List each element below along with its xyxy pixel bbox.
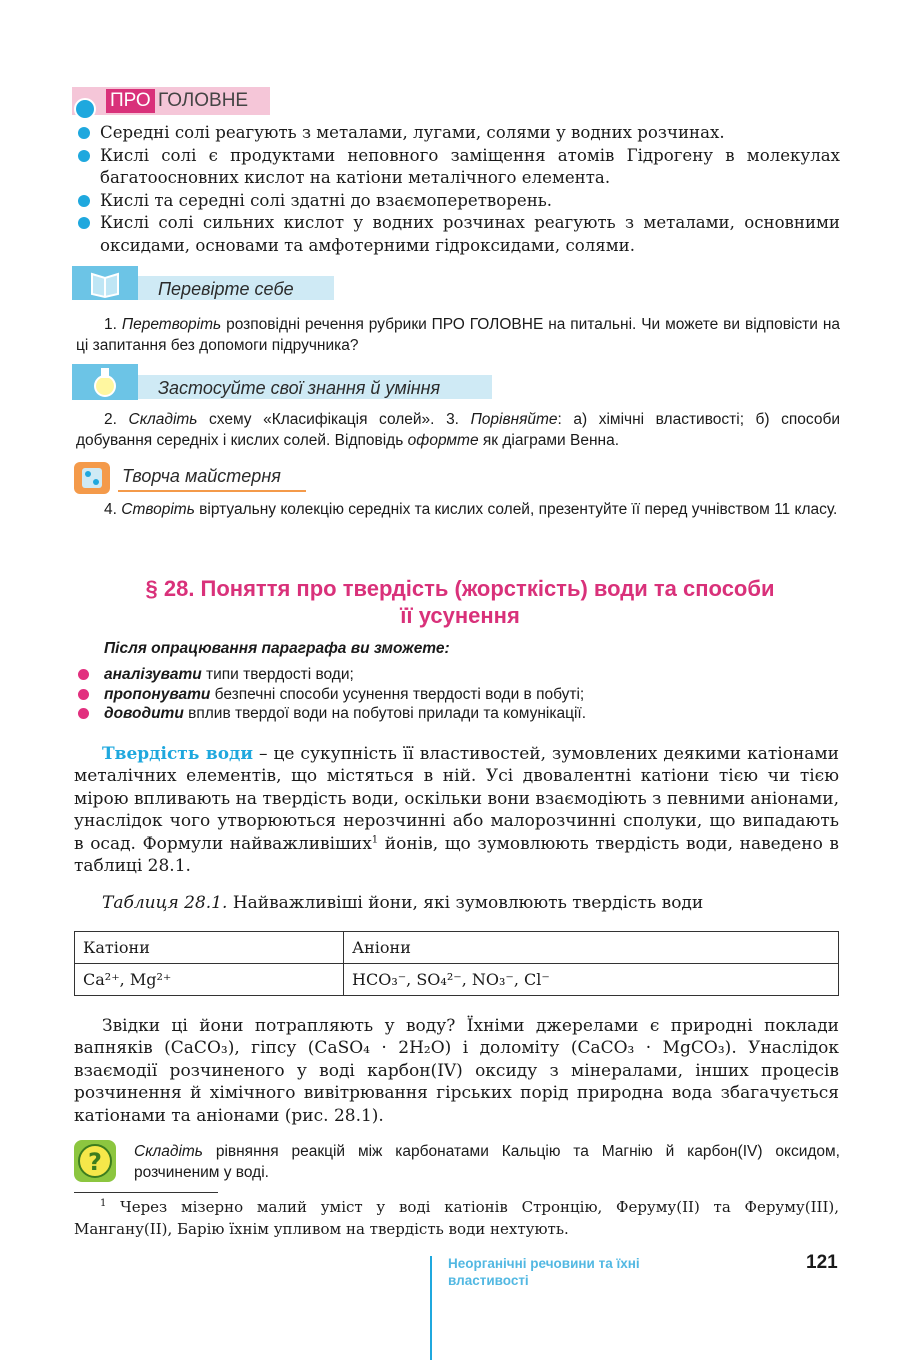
bullet-icon bbox=[78, 217, 90, 229]
svg-text:?: ? bbox=[88, 1148, 102, 1176]
creative-task: 4. Створіть віртуальну колекцію середніх та кислих солей, презентуйте її перед учнівством 11 класу. bbox=[104, 501, 838, 518]
table-row bbox=[75, 932, 839, 964]
goal-item: доводити вплив твердої води на побутові прилади та комунікації. bbox=[74, 704, 838, 724]
table-cell: HCO₃⁻, SO₄²⁻, NO₃⁻, Cl⁻ bbox=[344, 964, 839, 996]
question-icon bbox=[74, 1140, 116, 1182]
summary-item: Кислі солі сильних кислот у водних розчинах реагують з металами, основними оксидами, основами та амфотерними гідроксидами, солями. bbox=[76, 212, 840, 257]
definition-paragraph: Твердість води – це сукупність її властивостей, зумовлених деякими катіонами металічних елементів, що містяться в ній. Усі двовалентні катіони тією чи тією мірою впливають на твердість води, оскільки вони взаємодіють з певними аніонами, унаслідок чого утворюються нерозчинні або малорозчинні сполуки, що випадають в осад. Формули найважливіших$^1$ йонів, що зумовлюють твердість води, наведено в таблиці 28.1. bbox=[74, 744, 840, 877]
book-icon bbox=[72, 266, 138, 300]
creative-underline bbox=[118, 490, 306, 492]
sources-paragraph: Звідки ці йони потрапляють у воду? Їхніми джерелами є природні поклади вапняків (CaCO₃), гіпсу (CaSO₄ · 2H₂O) і доломіту (CaCO₃ · MgCO₃). Унаслідок взаємодії розчиненого у воді карбон(IV) оксиду з мінералами, інших процесів розчинення й хімічного вивітрювання гірських порід природна вода збагачується катіонами та аніонами (рис. 28.1). bbox=[74, 1016, 839, 1126]
summary-pro-label: ПРО bbox=[106, 89, 155, 113]
page-number: 121 bbox=[806, 1252, 838, 1273]
summary-item: Кислі та середні солі здатні до взаємоперетворень. bbox=[76, 190, 840, 213]
footnote-divider bbox=[74, 1192, 218, 1193]
apply-task: 2. Складіть схему «Класифікація солей». 3. Порівняйте: а) хімічні властивості; б) способи добування середніх і кислих солей. Відповідь оформте як діаграми Венна. bbox=[76, 411, 840, 449]
goals-list bbox=[74, 665, 838, 724]
footer-divider bbox=[430, 1256, 432, 1360]
bullet-icon bbox=[78, 689, 89, 700]
check-rubric-title: Перевірте себе bbox=[158, 279, 294, 299]
creative-rubric-title: Творча майстерня bbox=[122, 466, 281, 486]
goal-item: пропонувати безпечні способи усунення твердості води в побуті; bbox=[74, 685, 838, 705]
goal-item: аналізувати типи твердості води; bbox=[74, 665, 838, 685]
summary-dot-icon bbox=[74, 98, 96, 120]
bullet-icon bbox=[78, 195, 90, 207]
chapter-title: Неорганічні речовини та їхні властивості bbox=[448, 1256, 640, 1288]
question-task: Складіть рівняння реакцій між карбонатами Кальцію та Магнію й карбон(IV) оксидом, розчиненим у воді. bbox=[134, 1143, 840, 1181]
summary-item: Середні солі реагують з металами, лугами, солями у водних розчинах. bbox=[76, 122, 840, 145]
ions-table bbox=[74, 931, 839, 996]
summary-main-label: ГОЛОВНЕ bbox=[158, 90, 249, 111]
bullet-icon bbox=[78, 669, 89, 680]
summary-item: Кислі солі є продуктами неповного заміщення атомів Гідрогену в молекулах багатоосновних кислот на катіони металічного елемента. bbox=[76, 145, 840, 190]
apply-rubric-title: Застосуйте свої знання й уміння bbox=[158, 378, 441, 398]
table-row bbox=[75, 964, 839, 996]
table-cell: Ca²⁺, Mg²⁺ bbox=[75, 964, 344, 996]
flask-icon bbox=[72, 364, 138, 400]
bullet-icon bbox=[78, 150, 90, 162]
summary-list bbox=[76, 122, 840, 257]
table-header-cell: Катіони bbox=[75, 932, 344, 964]
section-title: § 28. Поняття про твердість (жорсткість) води та способи її усунення bbox=[145, 576, 775, 628]
footnote: $^1$ Через мізерно малий уміст у воді катіонів Стронцію, Феруму(II) та Феруму(III), Мангану(II), Барію їхнім упливом на твердість води нехтують. bbox=[74, 1198, 839, 1238]
bullet-icon bbox=[78, 708, 89, 719]
bullet-icon bbox=[78, 127, 90, 139]
table-caption: Таблиця 28.1. Найважливіші йони, які зумовлюють твердість води bbox=[102, 893, 704, 913]
goals-intro: Після опрацювання параграфа ви зможете: bbox=[104, 640, 450, 657]
check-task: 1. Перетворіть розповідні речення рубрики ПРО ГОЛОВНЕ на питальні. Чи можете ви відповісти на ці запитання без допомоги підручника? bbox=[76, 316, 840, 354]
palette-icon bbox=[74, 462, 110, 494]
table-header-cell: Аніони bbox=[344, 932, 839, 964]
